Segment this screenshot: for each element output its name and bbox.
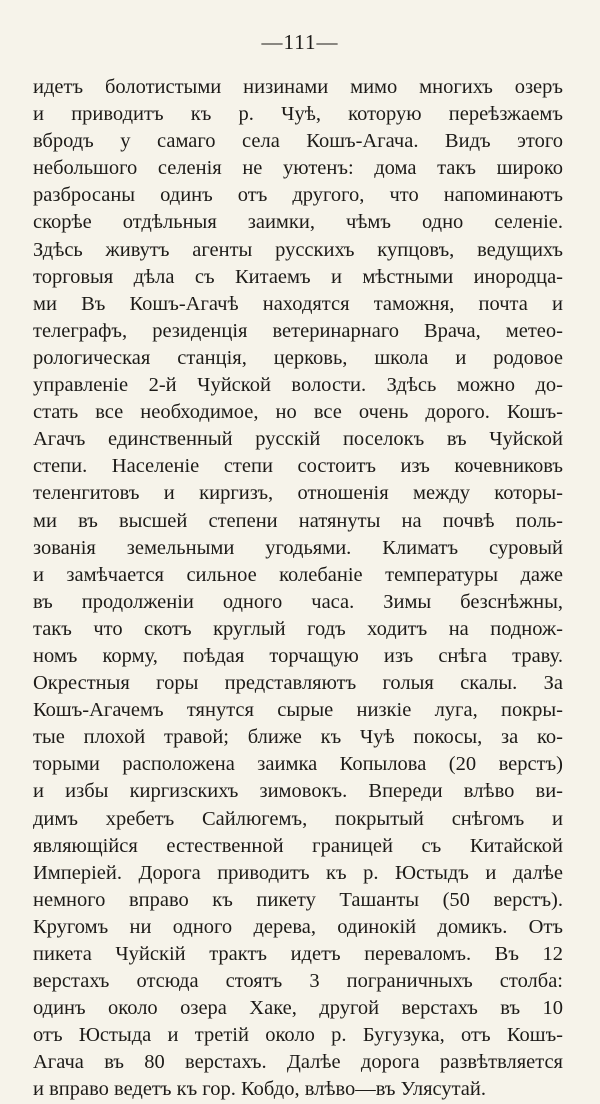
text-line: пикета Чуйскій трактъ идетъ переваломъ. Въ 12: [33, 943, 563, 965]
text-line: одинъ около озера Хаке, другой верстахъ въ 10: [33, 997, 563, 1020]
text-line: Окрестныя горы представляютъ голыя скалы. За: [33, 672, 563, 695]
text-line: торыми расположена заимка Копылова (20 верстъ): [33, 753, 563, 776]
page-number: —111—: [261, 30, 339, 54]
text-line: теленгитовъ и киргизъ, отношенія между которы-: [33, 482, 563, 505]
text-line: Имперіей. Дорога приводитъ къ р. Юстыдъ и далѣе: [33, 861, 563, 884]
text-line: такъ что скотъ круглый годъ ходитъ на поднож-: [33, 617, 563, 640]
text-line: димъ хребетъ Сайлюгемъ, покрытый снѣгомъ и: [33, 807, 563, 830]
text-line: въ продолженіи одного часа. Зимы безснѣжны,: [33, 590, 563, 613]
text-line: Кругомъ ни одного дерева, одинокій домикъ. Отъ: [33, 915, 563, 938]
text-line: верстахъ отсюда стоятъ 3 пограничныхъ столба:: [33, 970, 563, 993]
text-line: рологическая станція, церковь, школа и родовое: [33, 346, 563, 369]
text-line: небольшого селенія не уютенъ: дома такъ широко: [33, 157, 563, 180]
text-line: идетъ болотистыми низинами мимо многихъ озеръ: [33, 76, 563, 98]
text-line: тые плохой травой; ближе къ Чуѣ покосы, за ко-: [33, 726, 563, 749]
text-line: вбродъ у самаго села Кошъ-Агача. Видъ этого: [33, 130, 563, 153]
text-line: стать все необходимое, но все очень дорого. Кошъ-: [33, 401, 563, 424]
text-line: разбросаны одинъ отъ другого, что напоминаютъ: [33, 184, 563, 207]
text-line: и вправо ведетъ къ гор. Кобдо, влѣво—въ Улясутай.: [33, 1078, 486, 1101]
text-line: степи. Населеніе степи состоитъ изъ кочевниковъ: [33, 455, 563, 478]
text-line: торговыя дѣла съ Китаемъ и мѣстными инородца-: [33, 265, 563, 288]
text-line: скорѣе отдѣльныя заимки, чѣмъ одно селеніе.: [33, 211, 563, 234]
text-line: и избы киргизскихъ зимовокъ. Впереди влѣво ви-: [33, 780, 563, 803]
text-line: Агачъ единственный русскій поселокъ въ Чуйской: [33, 428, 563, 451]
text-line: номъ корму, поѣдая торчащую изъ снѣга траву.: [33, 644, 563, 667]
text-line: немного вправо къ пикету Ташанты (50 верстъ).: [33, 888, 563, 911]
text-line: телеграфъ, резиденція ветеринарнаго Врача, метео-: [33, 319, 563, 342]
text-line: и приводитъ къ р. Чуѣ, которую переѣзжаемъ: [33, 103, 563, 126]
text-line: ми въ высшей степени натянуты на почвѣ поль-: [33, 509, 563, 532]
text-line: зованія земельными угодьями. Климатъ суровый: [33, 536, 563, 559]
text-line: Здѣсь живутъ агенты русскихъ купцовъ, ведущихъ: [33, 238, 563, 261]
text-line: Кошъ-Агачемъ тянутся сырые низкіе луга, покры-: [33, 699, 563, 722]
text-line: Агача въ 80 верстахъ. Далѣе дорога развѣтвляется: [33, 1051, 563, 1074]
text-line: отъ Юстыда и третій около р. Бугузука, отъ Кошъ-: [33, 1024, 563, 1047]
body-text: [33, 74, 563, 1104]
text-line: являющійся естественной границей съ Китайской: [33, 834, 563, 857]
text-line: и замѣчается сильное колебаніе температуры даже: [33, 563, 563, 586]
text-line: ми Въ Кошъ-Агачѣ находятся таможня, почта и: [33, 292, 563, 315]
text-line: управленіе 2-й Чуйской волости. Здѣсь можно до-: [33, 374, 563, 397]
